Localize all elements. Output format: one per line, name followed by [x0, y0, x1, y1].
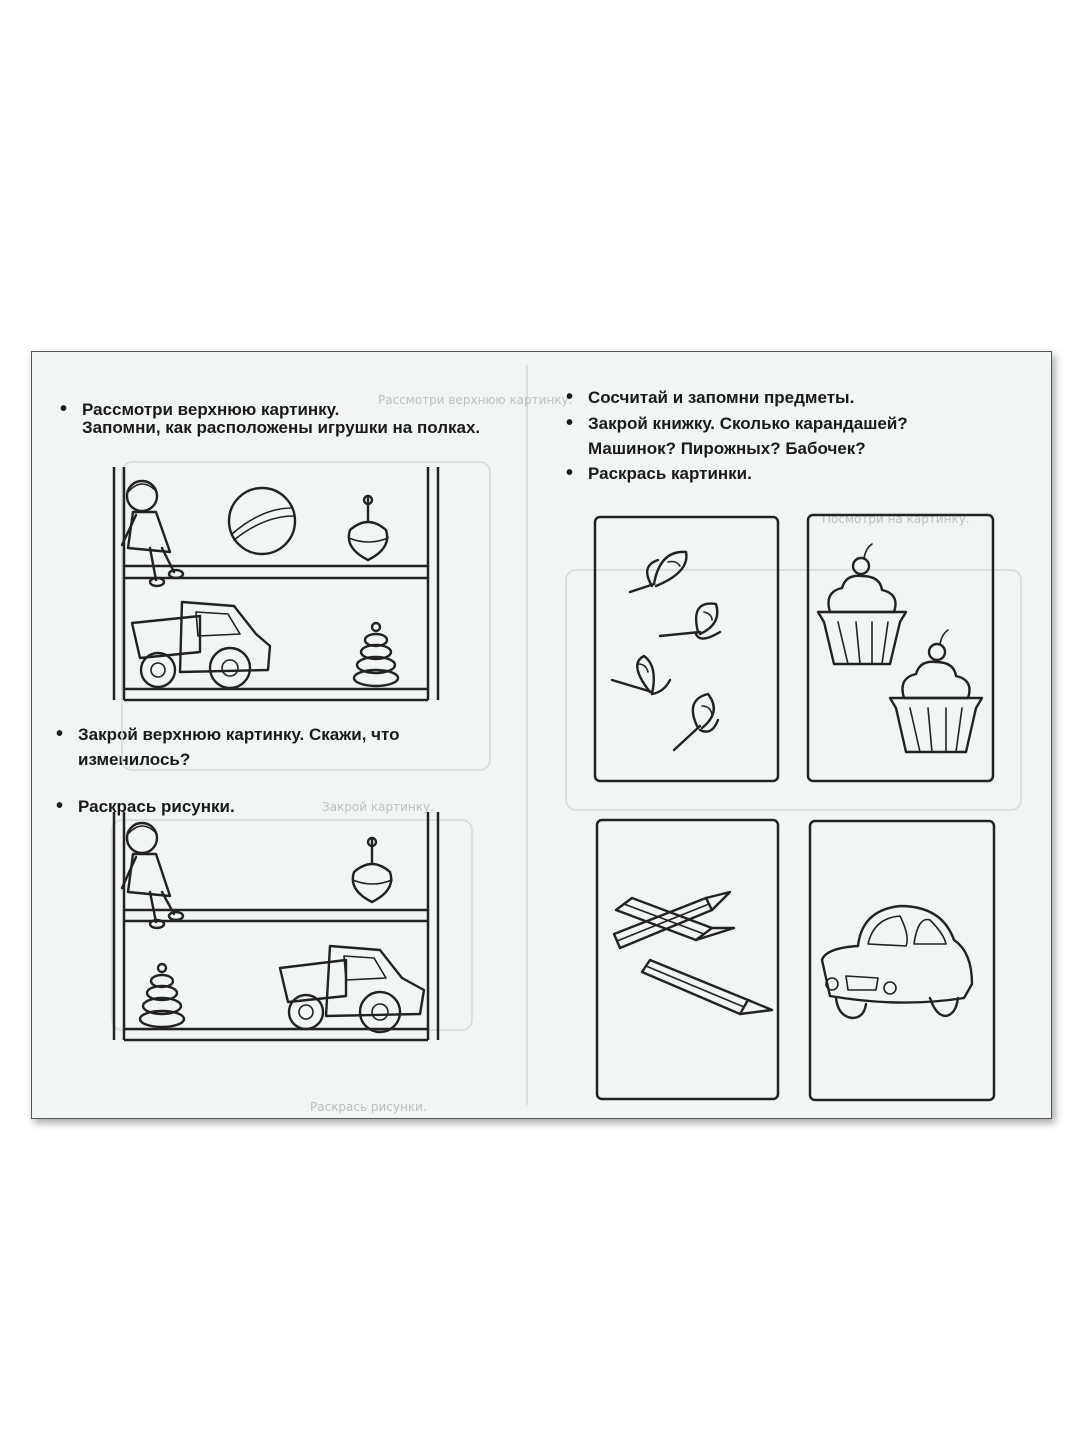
instruction-line: Сосчитай и запомни предметы. [588, 388, 855, 407]
doll-icon [122, 481, 183, 586]
car-icon [822, 906, 972, 1018]
card-frames [595, 515, 994, 1100]
instruction-line: Закрой верхнюю картинку. Скажи, что [78, 725, 400, 744]
instruction-line: Раскрась рисунки. [78, 797, 235, 816]
butterfly-icon [612, 656, 670, 694]
instruction-line: Машинок? Пирожных? Бабочек? [588, 439, 866, 458]
pyramid-toy-icon [354, 623, 398, 686]
spinning-top-icon [353, 838, 392, 902]
show-through-text: Закрой картинку. [322, 800, 434, 814]
pencil-icon [642, 960, 772, 1014]
show-through-text: Посмотри на картинку. [822, 512, 970, 526]
instruction-line: Закрой книжку. Сколько карандашей? [588, 414, 908, 433]
truck-icon [132, 602, 270, 688]
instruction-line: Запомни, как расположены игрушки на полках. [82, 418, 481, 437]
butterfly-icon [674, 694, 718, 750]
instruction-line: изменилось? [78, 750, 191, 769]
spinning-top-icon [349, 496, 388, 560]
instruction-line: Рассмотри верхнюю картинку. [82, 400, 340, 419]
butterfly-icon [660, 604, 720, 639]
show-through-text: Раскрась рисунки. [310, 1100, 427, 1114]
pyramid-toy-icon [140, 964, 184, 1027]
cupcake-icon [890, 630, 982, 752]
show-through-text: Рассмотри верхнюю картинку. [378, 393, 573, 407]
butterfly-icon [630, 552, 686, 592]
truck-icon [280, 946, 424, 1032]
ball-icon [229, 488, 295, 554]
instruction-line: Раскрась картинки. [588, 464, 752, 483]
cupcake-icon [818, 544, 906, 664]
doll-icon [122, 823, 183, 928]
pencil-icon [614, 892, 730, 948]
